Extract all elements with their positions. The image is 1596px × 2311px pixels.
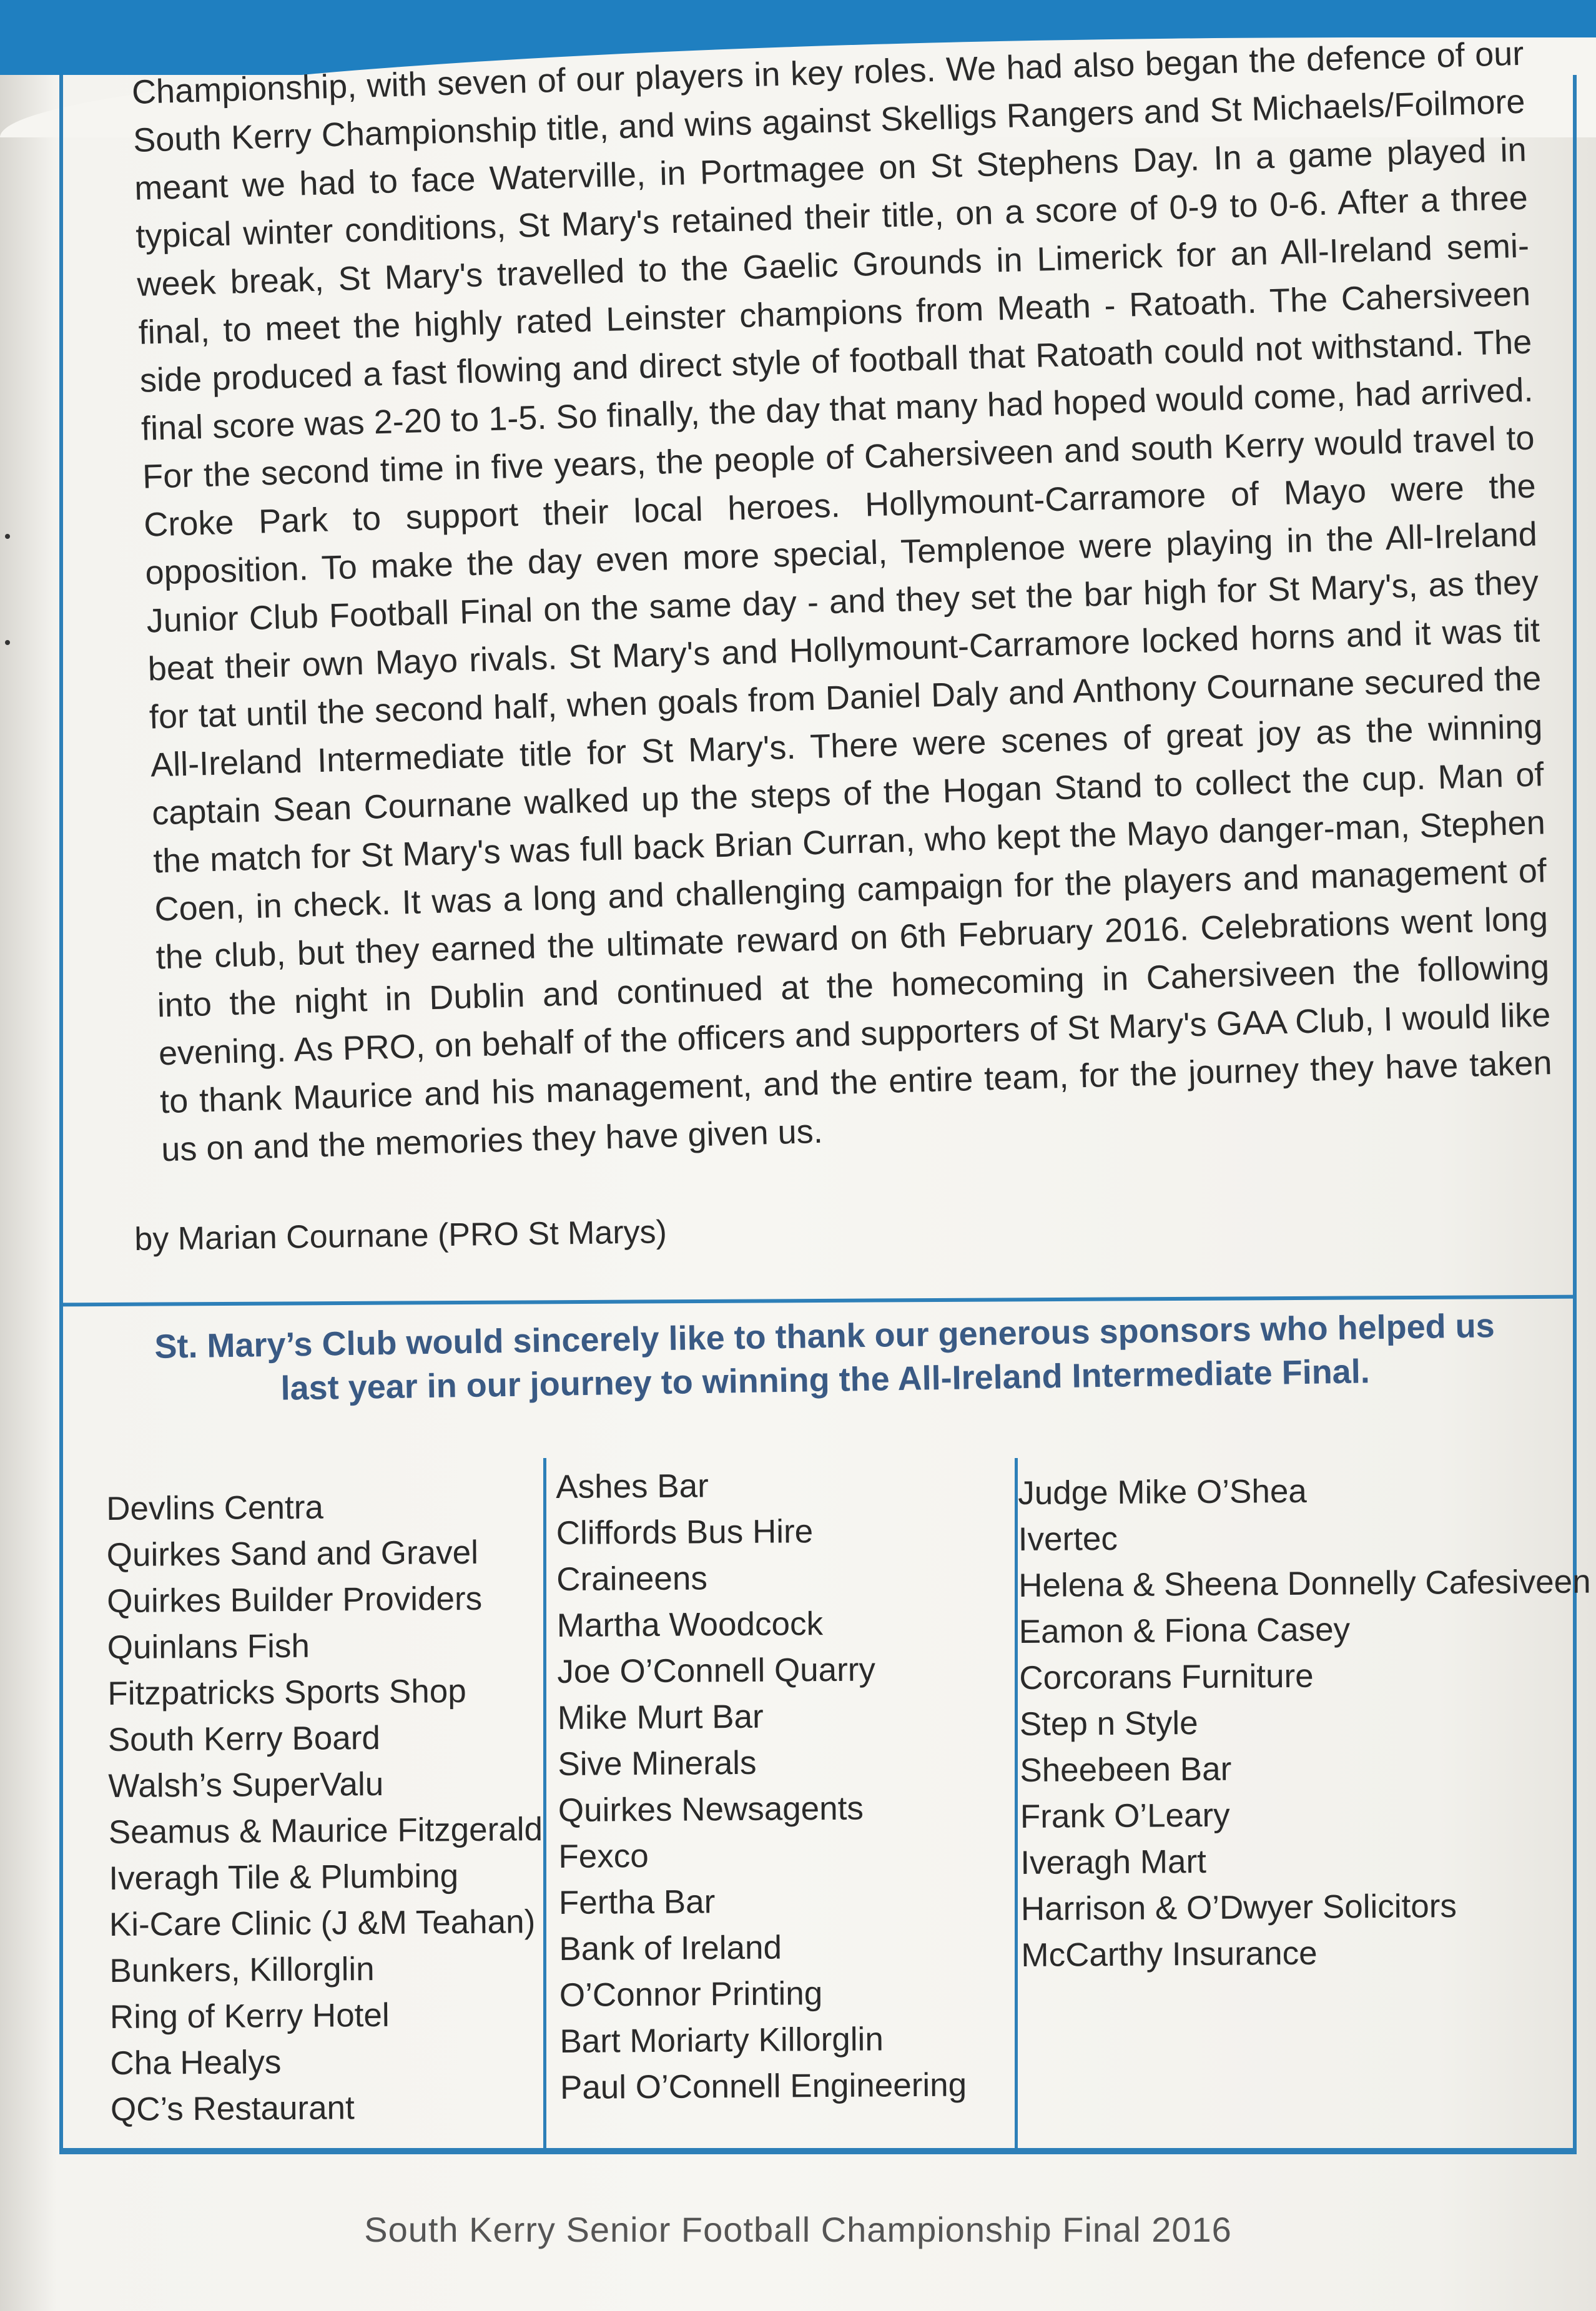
sponsor-heading-line-2: last year in our journey to winning the All-Ireland Intermediate Final.	[280, 1353, 1371, 1407]
sponsor-name: Ki-Care Clinic (J &M Teahan)	[109, 1903, 536, 1943]
article-paragraph: Championship, with seven of our players in key roles. We had also began the defence of our South Kerry Championship title, and wins against Skelligs Rangers and St Michaels/Foilmore meant we had to face Waterville, in Portmagee on St Stephens Day. In a game played in typical winter conditions, St Mary's retained their title, on a score of 0-9 to 0-6. After a three week break, St Mary's travelled to the Gaelic Grounds in Limerick for an All-Ireland semi-final, to meet the highly rated Leinster champions from Meath - Ratoath. The Cahersiveen side produced a fast flowing and direct style of football that Ratoath could not withstand. The final score was 2-20 to 1-5. So finally, the day that many had hoped would come, had arrived. For the second time in five years, the people of Cahersiveen and south Kerry would travel to Croke Park to support their local heroes. Hollymount-Carramore of Mayo were the opposition. To make the day even more special, Templenoe were playing in the All-Ireland Junior Club Football Final on the same day - and they set the bar high for St Mary's, as they beat their own Mayo rivals. St Mary's and Hollymount-Carramore locked horns and it was tit for tat until the second half, when goals from Daniel Daly and Anthony Cournane secured the All-Ireland Intermediate title for St Mary's. There were scenes of great joy as the winning captain Sean Cournane walked up the steps of the Hogan Stand to collect the cup. Man of the match for St Mary's was full back Brian Curran, who kept the Mayo danger-man, Stephen Coen, in check. It was a long and challenging campaign for the players and management of the club, but they earned the ultimate reward on 6th February 2016. Celebrations went long into the night in Dublin and continued at the homecoming in Cahersiveen the following evening. As PRO, on behalf of the officers and supporters of St Mary's GAA Club, I would like to thank Maurice and his management, and the entire team, for the journey they have taken us on and the memories they have given us.	[131, 34, 1553, 1169]
sponsor-name: Quinlans Fish	[107, 1627, 310, 1666]
sponsor-name: Fexco	[558, 1837, 649, 1875]
column-divider	[1015, 1458, 1018, 2154]
sponsor-name: Iveragh Mart	[1020, 1843, 1207, 1881]
sponsor-name: O’Connor Printing	[559, 1975, 823, 2014]
sponsor-name: Quirkes Newsagents	[558, 1790, 864, 1829]
sponsor-column-2	[556, 1461, 967, 2111]
sponsor-name: Corcorans Furniture	[1019, 1657, 1314, 1697]
sponsor-name: Joe O’Connell Quarry	[557, 1651, 876, 1690]
page-footer: South Kerry Senior Football Championship Final 2016	[364, 2210, 1232, 2249]
sponsor-name: Fitzpatricks Sports Shop	[107, 1672, 466, 1712]
sponsor-name: Mike Murt Bar	[557, 1698, 764, 1737]
margin-mark	[5, 534, 10, 539]
bottom-rule	[59, 2148, 1577, 2153]
sponsor-name: Bunkers, Killorglin	[109, 1951, 375, 1989]
sponsor-column-3	[1018, 1467, 1594, 1979]
sponsor-heading-line-1: St. Mary’s Club would sincerely like to thank our generous sponsors who helped us	[154, 1307, 1495, 1366]
sponsor-name: Ring of Kerry Hotel	[109, 1996, 390, 2036]
margin-mark	[5, 640, 10, 645]
sponsor-name: Harrison & O’Dwyer Solicitors	[1020, 1888, 1457, 1928]
sponsor-name: Step n Style	[1019, 1704, 1198, 1743]
sponsor-name: Martha Woodcock	[556, 1605, 824, 1644]
sponsor-name: Bank of Ireland	[559, 1929, 782, 1968]
sponsor-name: South Kerry Board	[107, 1719, 381, 1758]
sponsor-name: Eamon & Fiona Casey	[1018, 1611, 1351, 1650]
sponsor-name: Quirkes Sand and Gravel	[106, 1534, 479, 1574]
sponsor-name: Paul O’Connell Engineering	[559, 2066, 967, 2106]
sponsor-column-1	[106, 1483, 544, 2133]
sponsor-name: Quirkes Builder Providers	[107, 1580, 483, 1620]
sponsor-name: McCarthy Insurance	[1021, 1934, 1318, 1974]
sponsor-name: Helena & Sheena Donnelly Cafesiveen	[1018, 1563, 1591, 1604]
sponsor-name: Cliffords Bus Hire	[556, 1513, 814, 1552]
sponsor-name: Bart Moriarty Killorglin	[559, 2021, 884, 2060]
article-text	[131, 30, 1554, 1175]
sponsor-name: Devlins Centra	[106, 1489, 324, 1527]
sponsor-name: Ivertec	[1018, 1520, 1118, 1558]
sponsor-name: Frank O’Leary	[1020, 1796, 1230, 1835]
sponsor-name: Cha Healys	[110, 2044, 282, 2082]
sponsor-name: Walsh’s SuperValu	[108, 1765, 384, 1805]
sponsor-name: Judge Mike O’Shea	[1018, 1472, 1307, 1512]
sponsor-name: Seamus & Maurice Fitzgerald	[108, 1811, 543, 1851]
sponsor-name: Craineens	[556, 1560, 708, 1598]
sponsor-name: Fertha Bar	[558, 1883, 716, 1921]
sponsor-name: Iveragh Tile & Plumbing	[109, 1858, 459, 1897]
sponsor-name: Ashes Bar	[556, 1467, 709, 1505]
byline: by Marian Cournane (PRO St Marys)	[134, 1214, 667, 1258]
sponsor-name: Sheebeen Bar	[1020, 1750, 1232, 1789]
sponsor-name: Sive Minerals	[558, 1744, 757, 1783]
sponsor-name: QC’s Restaurant	[110, 2089, 355, 2128]
